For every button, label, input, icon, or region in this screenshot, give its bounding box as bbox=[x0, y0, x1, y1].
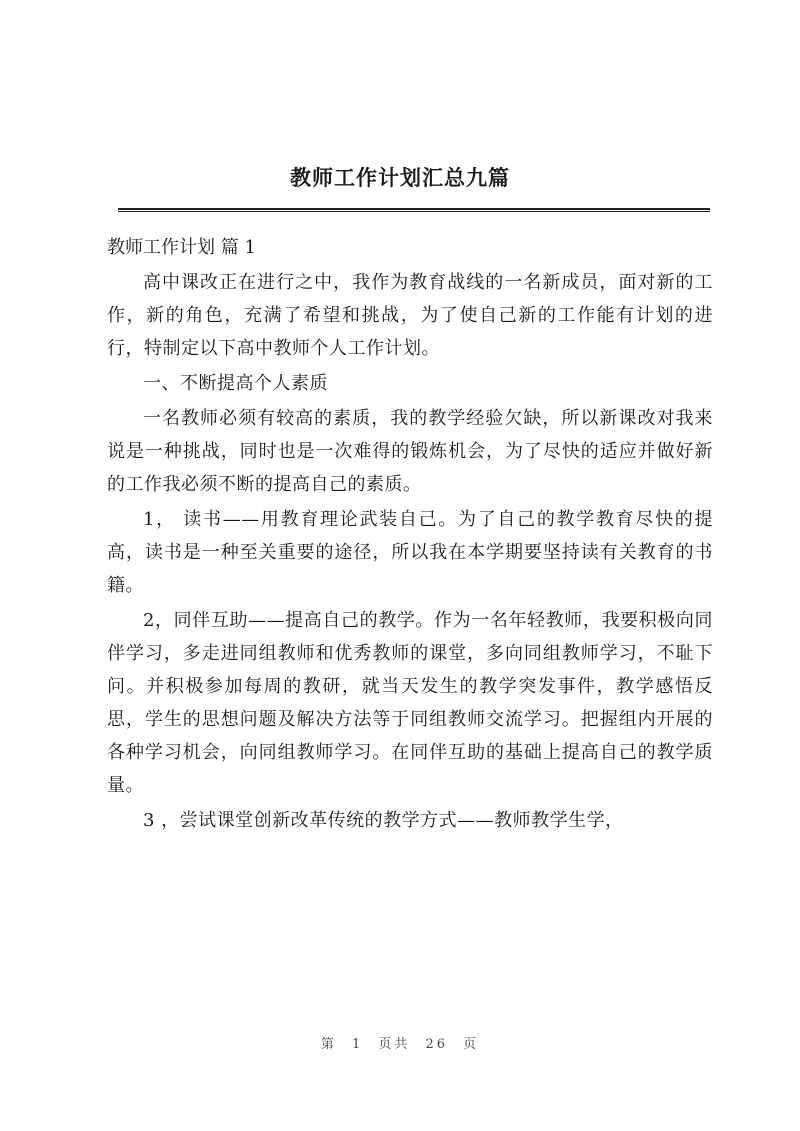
subheading-improve-quality: 一、不断提高个人素质 bbox=[143, 373, 328, 394]
section-heading: 教师工作计划 篇 1 bbox=[107, 237, 256, 258]
paragraph-intro: 高中课改正在进行之中，我作为教育战线的一名新成员，面对新的工作，新的角色，充满了希望和挑战，为了使自己新的工作能有计划的进行，特制定以下高中教师个人工作计划。 bbox=[107, 272, 713, 359]
page-number-footer: 第 1 页共 26 页 bbox=[320, 1037, 480, 1052]
paragraph-item-1: 1， 读书——用教育理论武装自己。为了自己的教学教育尽快的提高，读书是一种至关重要的途径，所以我在本学期要坚持读有关教育的书籍。 bbox=[107, 509, 713, 596]
paragraph-quality: 一名教师必须有较高的素质，我的教学经验欠缺，所以新课改对我来说是一种挑战，同时也是一次难得的锻炼机会，为了尽快的适应并做好新的工作我必须不断的提高自己的素质。 bbox=[107, 408, 713, 495]
title-divider bbox=[118, 208, 710, 212]
document-body bbox=[107, 231, 713, 839]
paragraph-item-2: 2，同伴互助——提高自己的教学。作为一名年轻教师，我要积极向同伴学习，多走进同组教师和优秀教师的课堂，多向同组教师学习，不耻下问。并积极参加每周的教研，就当天发生的教学突发事件，教学感悟反思，学生的思想问题及解决方法等于同组教师交流学习。把握组内开展的各种学习机会，向同组教师学习。在同伴互助的基础上提高自己的教学质量。 bbox=[107, 610, 713, 796]
document-title: 教师工作计划汇总九篇 bbox=[290, 165, 510, 190]
paragraph-item-3: 3 ，尝试课堂创新改革传统的教学方式——教师教学生学， bbox=[143, 810, 624, 831]
